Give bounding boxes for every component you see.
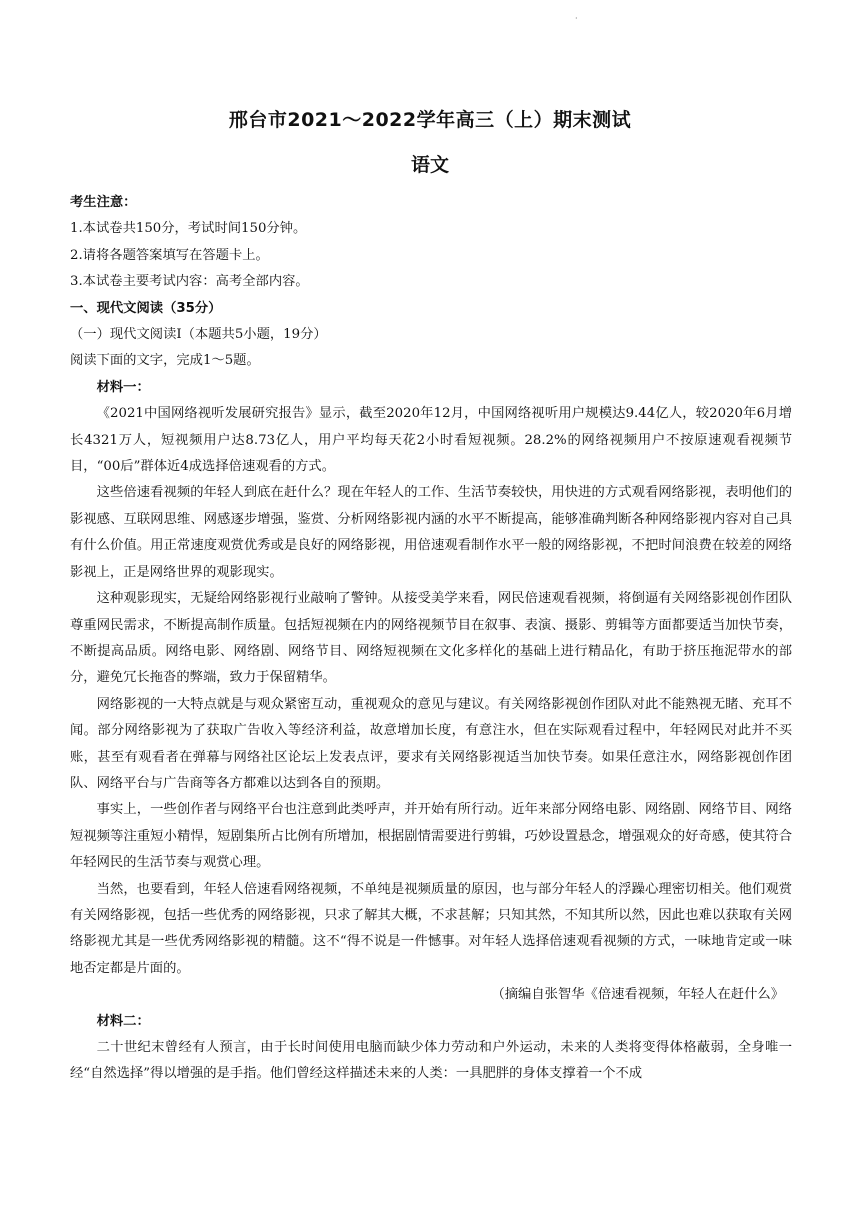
material-1-label: 材料一： xyxy=(96,379,150,395)
material-1-paragraph: 网络影视的一大特点就是与观众紧密互动，重视观众的意见与建议。有关网络影视创作团队对此不能熟视无睹、充耳不闻。部分网络影视为了获取广告收入等经济利益，故意增加长度，有意注水，但在实际观看过程中，年轻网民对此并不买账，甚至有观看者在弹幕与网络社区论坛上发表点评，要求有关网络影视适当加快节奏。如果任意注水，网络影视创作团队、网络平台与广告商等各方都难以达到各自的预期。 xyxy=(70,696,792,791)
exam-body xyxy=(70,190,792,1088)
material-1-paragraph: 这些倍速看视频的年轻人到底在赶什么？现在年轻人的工作、生活节奏较快，用快进的方式观看网络影视，表明他们的影视感、互联网思维、网感逐步增强，鉴赏、分析网络影视内涵的水平不断提高，能够准确判断各种网络影视内容对自己具有什么价值。用正常速度观赏优秀或是良好的网络影视，用倍速观看制作水平一般的网络影视，不把时间浪费在较差的网络影视上，正是网络世界的观影现实。 xyxy=(70,485,792,580)
notice-item: 3.本试卷主要考试内容：高考全部内容。 xyxy=(70,274,309,290)
page-mark: · xyxy=(575,14,578,23)
material-1-paragraph: 《2021中国网络视听发展研究报告》显示，截至2020年12月，中国网络视听用户规模达9.44亿人，较2020年6月增长4321万人，短视频用户达8.73亿人，用户平均每天花2小时看短视频。28.2%的网络视频用户不按原速观看视频节目，“00后”群体近4成选择倍速观看的方式。 xyxy=(70,406,792,475)
material-1-paragraph: 当然，也要看到，年轻人倍速看网络视频，不单纯是视频质量的原因，也与部分年轻人的浮躁心理密切相关。他们观赏有关网络影视，包括一些优秀的网络影视，只求了解其大概，不求甚解；只知其然，不知其所以然，因此也难以获取有关网络影视尤其是一些优秀网络影视的精髓。这不“得不说是一件憾事。对年轻人选择倍速观看视频的方式，一味地肯定或一味地否定都是片面的。 xyxy=(70,881,792,976)
material-2-paragraph: 二十世纪末曾经有人预言，由于长时间使用电脑而缺少体力劳动和户外运动，未来的人类将变得体格蔽弱，全身唯一经“自然选择”得以增强的是手指。他们曾经这样描述未来的人类：一具肥胖的身体支撑着一个不成 xyxy=(70,1040,792,1082)
exam-title: 邢台市2021～2022学年高三（上）期末测试 xyxy=(228,109,632,131)
material-1-source: （摘编自张智华《倍速看视频，年轻人在赶什么》 xyxy=(491,987,784,1003)
subject-title: 语文 xyxy=(410,154,449,176)
section-subheading: （一）现代文阅读Ⅰ（本题共5小题，19分） xyxy=(70,327,327,343)
notice-item: 1.本试卷共150分，考试时间150分钟。 xyxy=(70,221,307,237)
material-1-paragraph: 事实上，一些创作者与网络平台也注意到此类呼声，并开始有所行动。近年来部分网络电影、网络剧、网络节目、网络短视频等注重短小精悍，短剧集所占比例有所增加，根据剧情需要进行剪辑，巧妙设置悬念，增强观众的好奇感，使其符合年轻网民的生活节奏与观赏心理。 xyxy=(70,802,792,871)
notice-item: 2.请将各题答案填写在答题卡上。 xyxy=(70,247,269,263)
notice-heading: 考生注意： xyxy=(70,195,137,210)
material-1-paragraph: 这种观影现实，无疑给网络影视行业敲响了警钟。从接受美学来看，网民倍速观看视频，将倒逼有关网络影视创作团队尊重网民需求，不断提高制作质量。包括短视频在内的网络视频节目在叙事、表演、摄影、剪辑等方面都要适当加快节奏，不断提高品质。网络电影、网络剧、网络节目、网络短视频在文化多样化的基础上进行精品化，有助于挤压拖泥带水的部分，避免冗长拖沓的弊端，致力于保留精华。 xyxy=(70,591,792,686)
reading-instruction: 阅读下面的文字，完成1～5题。 xyxy=(70,353,260,369)
section-heading: 一、现代文阅读（35分） xyxy=(70,300,222,316)
material-2-label: 材料二： xyxy=(96,1013,150,1029)
